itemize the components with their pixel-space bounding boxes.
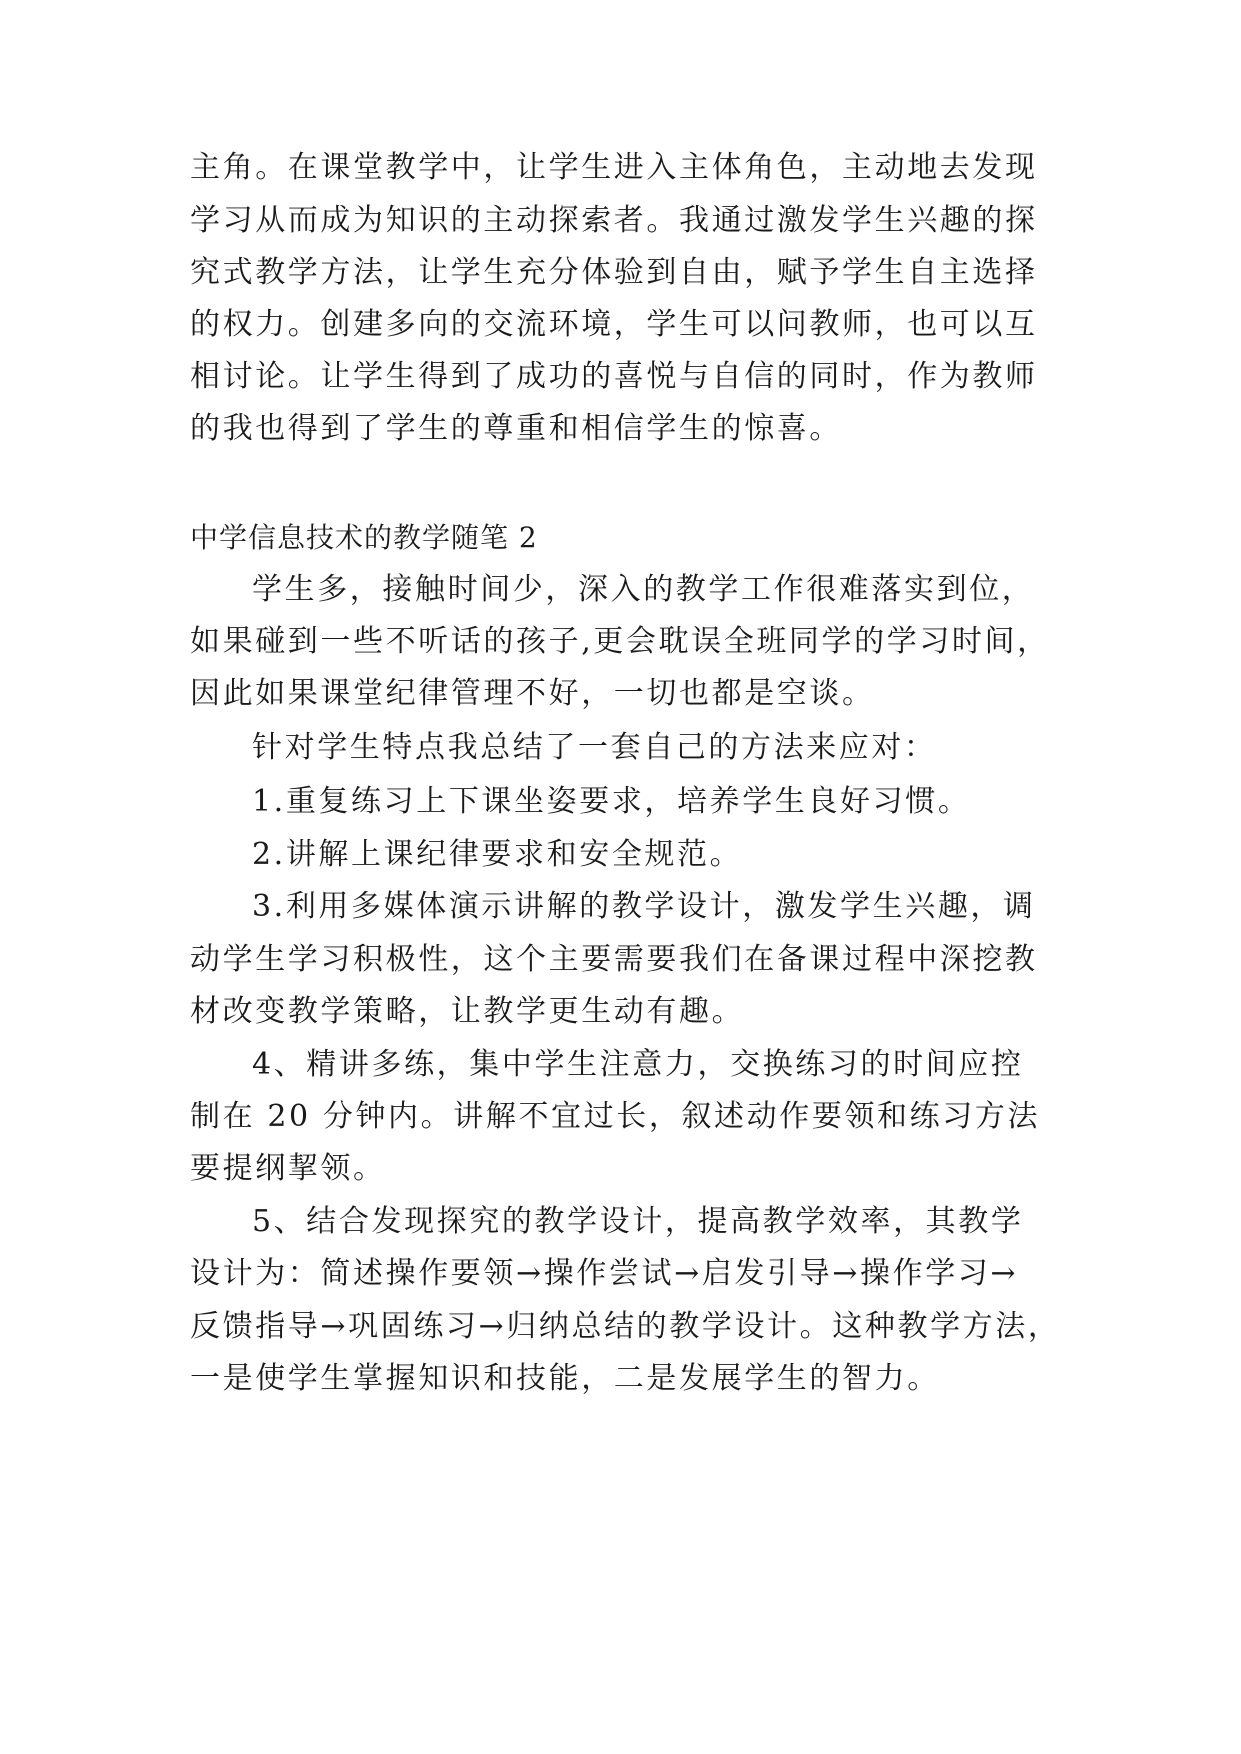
list-item: 2.讲解上课纪律要求和安全规范。 [252,837,743,872]
text-line: 针对学生特点我总结了一套自己的方法来应对： [252,730,937,765]
text-line: 制在 20 分钟内。讲解不宜过长，叙述动作要领和练习方法 [190,1099,1041,1134]
text-line: 因此如果课堂纪律管理不好，一切也都是空谈。 [190,676,875,711]
text-line: 动学生学习积极性，这个主要需要我们在备课过程中深挖教 [190,942,1038,977]
text-line: 材改变教学策略，让教学更生动有趣。 [190,994,745,1029]
text-line: 相讨论。让学生得到了成功的喜悦与自信的同时，作为教师 [190,359,1038,394]
text-line: 学生多，接触时间少，深入的教学工作很难落实到位， [252,572,1035,607]
list-item: 3.利用多媒体演示讲解的教学设计，激发学生兴趣，调 [252,889,1036,924]
text-line: 反馈指导→巩固练习→归纳总结的教学设计。这种教学方法， [190,1309,1061,1344]
text-line: 学习从而成为知识的主动探索者。我通过激发学生兴趣的探 [190,203,1038,238]
text-line: 要提纲挈领。 [190,1151,386,1186]
text-line: 一是使学生掌握知识和技能，二是发展学生的智力。 [190,1361,940,1396]
list-item: 4、精讲多练，集中学生注意力，交换练习的时间应控 [252,1047,1024,1082]
section-heading: 中学信息技术的教学随笔 2 [190,521,538,554]
text-line: 设计为：简述操作要领→操作尝试→启发引导→操作学习→ [190,1256,1019,1291]
list-item: 1.重复练习上下课坐姿要求，培养学生良好习惯。 [252,784,971,819]
text-line: 究式教学方法，让学生充分体验到自由，赋予学生自主选择 [190,255,1038,290]
list-item: 5、结合发现探究的教学设计，提高教学效率，其教学 [252,1204,1024,1239]
text-line: 的我也得到了学生的尊重和相信学生的惊喜。 [190,411,842,446]
text-line: 主角。在课堂教学中，让学生进入主体角色，主动地去发现 [190,150,1038,185]
text-line: 如果碰到一些不听话的孩子,更会耽误全班同学的学习时间， [190,624,1050,659]
text-line: 的权力。创建多向的交流环境，学生可以问教师，也可以互 [190,307,1038,342]
